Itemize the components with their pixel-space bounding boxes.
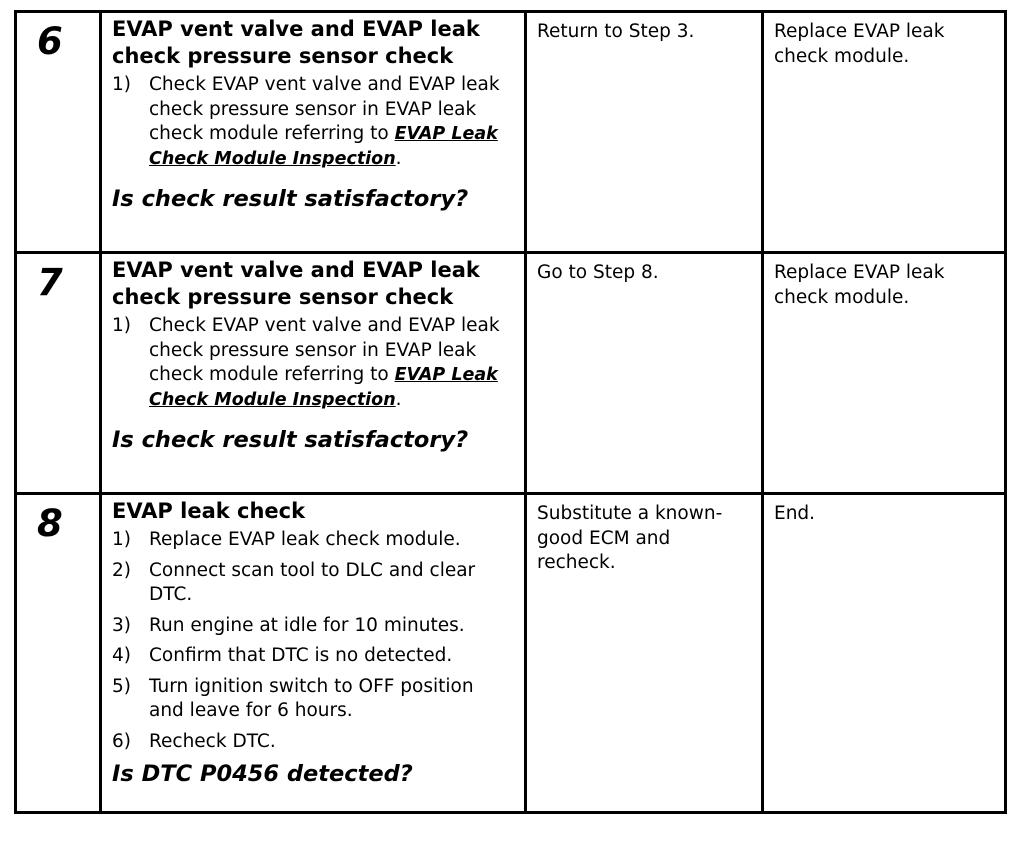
- yes-result: Return to Step 3.: [537, 21, 695, 42]
- list-item: [112, 528, 514, 553]
- yes-cell: [526, 253, 763, 494]
- item-number: 6): [112, 730, 131, 752]
- yes-result: Go to Step 8.: [537, 262, 659, 283]
- list-item: [112, 614, 514, 639]
- list-item: [112, 73, 514, 171]
- item-text: Replace EVAP leak check module.: [149, 529, 461, 550]
- reference-link[interactable]: EVAP Leak Check Module Inspection: [149, 124, 498, 169]
- table-row: [16, 494, 1006, 813]
- step-number: 6: [37, 20, 63, 63]
- yes-cell: [526, 12, 763, 253]
- item-text: Turn ignition switch to OFF position and leave for 6 hours.: [149, 675, 474, 721]
- step-cell: [16, 12, 101, 253]
- instruction-list: [112, 314, 514, 412]
- action-cell: [101, 12, 526, 253]
- list-item: [112, 644, 514, 669]
- list-item: [112, 559, 514, 608]
- yes-result: Substitute a known-good ECM and recheck.: [537, 503, 723, 573]
- item-number: 1): [112, 315, 131, 336]
- yes-cell: [526, 494, 763, 813]
- step-title: EVAP vent valve and EVAP leak check pressure sensor check: [112, 258, 480, 309]
- table-row: [16, 12, 1006, 253]
- step-cell: [16, 253, 101, 494]
- instruction-list: [112, 528, 514, 754]
- step-question: Is check result satisfactory?: [112, 427, 469, 453]
- reference-link[interactable]: EVAP Leak Check Module Inspection: [149, 365, 498, 410]
- instruction-list: [112, 73, 514, 171]
- list-item: [112, 314, 514, 412]
- step-title: EVAP leak check: [112, 499, 306, 523]
- no-cell: [763, 494, 1006, 813]
- item-suffix: .: [395, 388, 402, 410]
- item-text: Check EVAP vent valve and EVAP leak check pressure sensor in EVAP leak check module referring to: [149, 315, 500, 385]
- step-cell: [16, 494, 101, 813]
- no-result: End.: [774, 503, 816, 524]
- list-item: [112, 730, 514, 755]
- item-text: Recheck DTC.: [149, 730, 276, 752]
- action-cell: [101, 494, 526, 813]
- item-text: Check EVAP vent valve and EVAP leak check pressure sensor in EVAP leak check module referring to: [149, 74, 500, 144]
- item-text: Confirm that DTC is no detected.: [149, 645, 453, 666]
- action-cell: [101, 253, 526, 494]
- step-number: 8: [37, 502, 63, 545]
- procedure-table: [14, 10, 1007, 814]
- no-result: Replace EVAP leak check module.: [774, 21, 945, 67]
- item-text: Run engine at idle for 10 minutes.: [149, 614, 465, 636]
- step-title: EVAP vent valve and EVAP leak check pressure sensor check: [112, 17, 480, 68]
- item-number: 2): [112, 559, 131, 581]
- table-row: [16, 253, 1006, 494]
- item-number: 1): [112, 74, 131, 95]
- no-result: Replace EVAP leak check module.: [774, 262, 945, 308]
- item-number: 3): [112, 614, 131, 636]
- no-cell: [763, 253, 1006, 494]
- step-number: 7: [37, 261, 63, 304]
- step-question: Is DTC P0456 detected?: [112, 761, 413, 787]
- step-question: Is check result satisfactory?: [112, 186, 469, 212]
- item-number: 4): [112, 645, 131, 666]
- item-number: 5): [112, 675, 131, 697]
- item-text: Connect scan tool to DLC and clear DTC.: [149, 559, 476, 605]
- item-suffix: .: [395, 147, 402, 169]
- no-cell: [763, 12, 1006, 253]
- list-item: [112, 675, 514, 724]
- item-number: 1): [112, 529, 131, 550]
